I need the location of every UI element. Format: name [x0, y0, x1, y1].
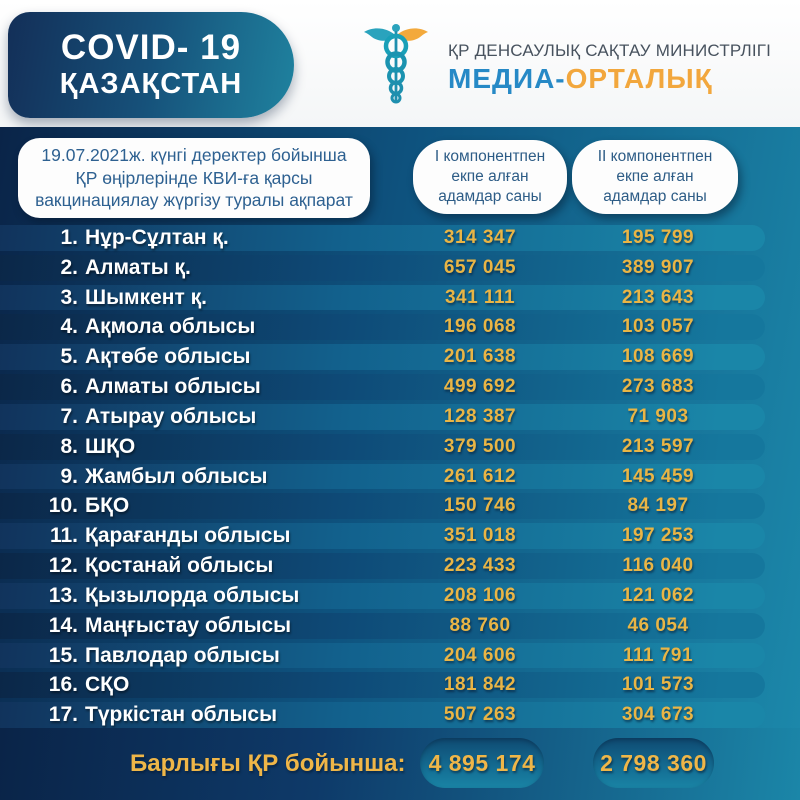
region-name: Қарағанды облысы [85, 524, 291, 548]
total-dose2-pill [593, 738, 714, 788]
ministry-brand [356, 20, 771, 115]
dose2-value: 197 253 [621, 525, 695, 547]
region-name: Түркістан облысы [85, 703, 278, 727]
banner-subtitle: ҚАЗАҚСТАН [59, 68, 243, 101]
dose1-value: 181 842 [443, 674, 517, 696]
table-row [0, 672, 765, 698]
banner-title: COVID- 19 [60, 28, 242, 68]
dose2-value: 195 799 [621, 226, 695, 248]
column-header-dose1-label: I компонентпен екпе алған адамдар саны [434, 147, 546, 206]
table-row [0, 314, 765, 340]
dose1-value: 657 045 [443, 256, 517, 278]
region-rank: 7. [60, 404, 78, 428]
region-name: Қостанай облысы [85, 554, 274, 578]
total-dose1-pill [420, 738, 544, 788]
region-rank: 13. [48, 583, 78, 607]
region-table [0, 225, 765, 728]
dose1-value: 499 692 [443, 376, 517, 398]
dose2-value: 213 597 [621, 435, 695, 457]
dose2-value: 84 197 [627, 495, 689, 517]
dose1-value: 314 347 [443, 226, 517, 248]
table-row [0, 583, 765, 609]
region-rank: 1. [60, 225, 78, 249]
caduceus-icon [356, 20, 436, 115]
dose1-value: 379 500 [443, 435, 517, 457]
dose2-value: 389 907 [621, 256, 695, 278]
table-row [0, 255, 765, 281]
table-row [0, 493, 765, 519]
region-rank: 2. [60, 255, 78, 279]
total-dose2-value: 2 798 360 [600, 749, 707, 776]
region-rank: 17. [48, 703, 78, 727]
dose2-value: 273 683 [621, 376, 695, 398]
region-name: ШҚО [85, 434, 136, 458]
table-row [0, 613, 765, 639]
table-row [0, 404, 765, 430]
region-rank: 6. [60, 375, 78, 399]
report-info-box [18, 138, 370, 218]
brand-text [448, 41, 771, 95]
region-rank: 16. [48, 673, 78, 697]
region-rank: 5. [60, 345, 78, 369]
dose2-value: 108 669 [621, 346, 695, 368]
region-rank: 3. [60, 285, 78, 309]
dose2-value: 304 673 [621, 704, 695, 726]
dose2-value: 213 643 [621, 286, 695, 308]
media-center-title [448, 63, 771, 95]
header-area [0, 0, 800, 127]
region-rank: 12. [48, 554, 78, 578]
table-row [0, 344, 765, 370]
dose2-value: 111 791 [622, 644, 694, 666]
dose2-value: 101 573 [621, 674, 695, 696]
region-rank: 15. [48, 643, 78, 667]
dose1-value: 204 606 [443, 644, 517, 666]
region-name: Павлодар облысы [85, 643, 280, 667]
region-name: Ақмола облысы [85, 315, 256, 339]
region-name: Нұр-Сұлтан қ. [85, 225, 229, 249]
region-name: Ақтөбе облысы [85, 345, 251, 369]
dose1-value: 261 612 [443, 465, 517, 487]
dose1-value: 128 387 [443, 405, 517, 427]
region-rank: 4. [60, 315, 78, 339]
table-row [0, 523, 765, 549]
column-header-dose2-label: II компонентпен екпе алған адамдар саны [597, 147, 713, 206]
region-name: БҚО [85, 494, 130, 518]
region-rank: 11. [49, 524, 78, 548]
totals-label: Барлығы ҚР бойынша: [130, 750, 406, 777]
dose2-value: 103 057 [621, 316, 695, 338]
report-info-text: 19.07.2021ж. күнгі деректер бойынша ҚР өңірлерінде КВИ-ға қарсы вакцинациялау жүргізу туралы ақпарат [35, 145, 353, 211]
table-row [0, 434, 765, 460]
table-row [0, 553, 765, 579]
table-row [0, 374, 765, 400]
dose2-value: 121 062 [621, 584, 695, 606]
dose1-value: 507 263 [443, 704, 517, 726]
dose2-value: 145 459 [621, 465, 695, 487]
media-title-orange: ОРТАЛЫҚ [565, 62, 713, 94]
dose1-value: 150 746 [443, 495, 517, 517]
dose1-value: 208 106 [443, 584, 517, 606]
dose2-value: 46 054 [627, 614, 689, 636]
ministry-name: ҚР ДЕНСАУЛЫҚ САҚТАУ МИНИСТРЛІГІ [448, 40, 772, 60]
table-row [0, 464, 765, 490]
dose1-value: 223 433 [443, 555, 517, 577]
region-name: СҚО [85, 673, 130, 697]
region-name: Жамбыл облысы [85, 464, 268, 488]
dose2-value: 116 040 [622, 555, 694, 577]
region-rank: 14. [48, 613, 78, 637]
table-row [0, 643, 765, 669]
dose1-value: 88 760 [449, 614, 511, 636]
region-name: Атырау облысы [85, 404, 257, 428]
column-header-dose2 [572, 140, 738, 214]
region-rank: 10. [48, 494, 78, 518]
total-dose1-value: 4 895 174 [428, 749, 536, 776]
dose1-value: 196 068 [443, 316, 517, 338]
media-title-blue: МЕДИА- [448, 62, 566, 94]
region-rank: 8. [60, 434, 78, 458]
region-name: Алматы қ. [85, 255, 191, 279]
dose1-value: 351 018 [443, 525, 517, 547]
covid-banner [8, 12, 294, 118]
column-header-dose1 [413, 140, 567, 214]
totals-footer [0, 728, 800, 800]
table-row [0, 225, 765, 251]
content-area [0, 127, 800, 800]
table-row [0, 285, 765, 311]
region-name: Шымкент қ. [85, 285, 207, 309]
region-name: Қызылорда облысы [85, 583, 300, 607]
table-row [0, 702, 765, 728]
region-rank: 9. [60, 464, 78, 488]
dose1-value: 201 638 [443, 346, 517, 368]
dose2-value: 71 903 [627, 405, 689, 427]
region-name: Алматы облысы [85, 375, 261, 399]
region-name: Маңғыстау облысы [85, 613, 292, 637]
dose1-value: 341 111 [444, 286, 516, 308]
